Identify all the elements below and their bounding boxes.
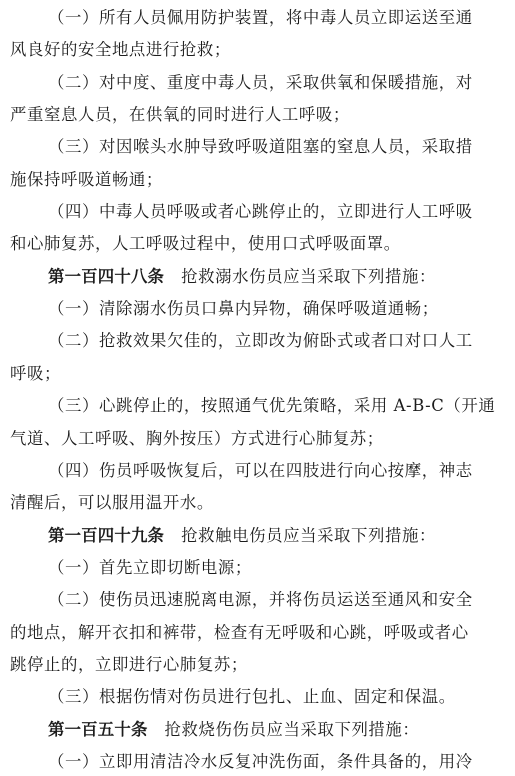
text-line: 气道、人工呼吸、胸外按压）方式进行心肺复苏； bbox=[10, 429, 384, 448]
article-heading-line bbox=[48, 720, 419, 740]
text-line: （一）所有人员佩用防护装置，将中毒人员立即运送至通 bbox=[48, 8, 473, 27]
text-line: （三）对因喉头水肿导致呼吸道阻塞的窒息人员，采取措 bbox=[48, 137, 473, 156]
text-line: （四）中毒人员呼吸或者心跳停止的，立即进行人工呼吸 bbox=[48, 202, 473, 221]
text-line: （三）根据伤情对伤员进行包扎、止血、固定和保温。 bbox=[48, 687, 456, 706]
article-heading-line bbox=[48, 526, 436, 546]
text-line: 跳停止的，立即进行心肺复苏； bbox=[10, 655, 248, 674]
text-line: （二）使伤员迅速脱离电源，并将伤员运送至通风和安全 bbox=[48, 590, 473, 609]
text-line: （一）首先立即切断电源； bbox=[48, 558, 252, 577]
text-line: （一）立即用清洁冷水反复冲洗伤面，条件具备的，用冷 bbox=[48, 752, 473, 771]
text-line: 施保持呼吸道畅通； bbox=[10, 170, 163, 189]
article-text: 抢救触电伤员应当采取下列措施： bbox=[181, 526, 436, 545]
text-line: 和心肺复苏，人工呼吸过程中，使用口式呼吸面罩。 bbox=[10, 234, 401, 253]
text-line: （三）心跳停止的，按照通气优先策略，采用 A-B-C（开通 bbox=[48, 396, 496, 415]
article-text: 抢救溺水伤员应当采取下列措施： bbox=[181, 267, 436, 286]
text-line: （四）伤员呼吸恢复后，可以在四肢进行向心按摩，神志 bbox=[48, 461, 473, 480]
text-line: （二）对中度、重度中毒人员，采取供氧和保暖措施，对 bbox=[48, 73, 473, 92]
text-line: 严重窒息人员，在供氧的同时进行人工呼吸； bbox=[10, 105, 350, 124]
text-line: （一）清除溺水伤员口鼻内异物，确保呼吸道通畅； bbox=[48, 299, 439, 318]
text-line: 清醒后，可以服用温开水。 bbox=[10, 493, 214, 512]
text-line: 的地点，解开衣扣和裤带，检查有无呼吸和心跳，呼吸或者心 bbox=[10, 623, 469, 642]
article-heading-line bbox=[48, 267, 436, 287]
article-number: 第一百五十条 bbox=[48, 720, 148, 739]
article-number: 第一百四十八条 bbox=[48, 267, 165, 286]
text-line: （二）抢救效果欠佳的，立即改为俯卧式或者口对口人工 bbox=[48, 331, 473, 350]
text-line: 呼吸； bbox=[10, 364, 61, 383]
article-number: 第一百四十九条 bbox=[48, 526, 165, 545]
article-text: 抢救烧伤伤员应当采取下列措施： bbox=[164, 720, 420, 739]
text-line: 风良好的安全地点进行抢救； bbox=[10, 40, 231, 59]
